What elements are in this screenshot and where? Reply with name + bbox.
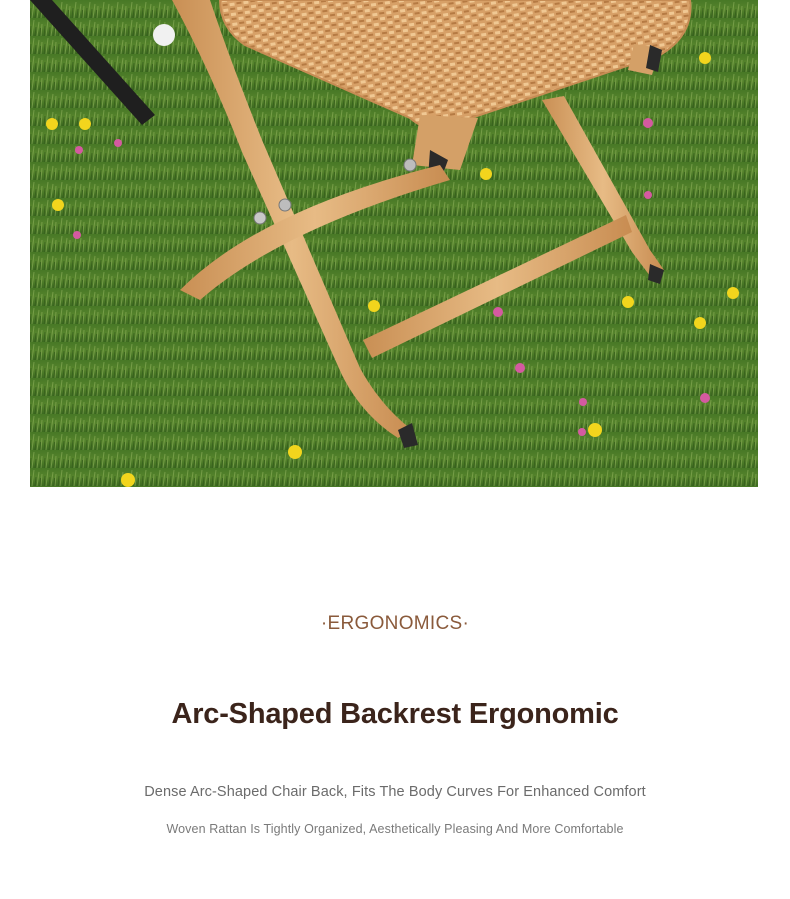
- product-hero-image: [30, 0, 758, 487]
- section-headline: Arc-Shaped Backrest Ergonomic: [171, 698, 619, 730]
- section-description: Woven Rattan Is Tightly Organized, Aesthetically Pleasing And More Comfortable: [166, 822, 624, 836]
- ergonomics-section: [0, 487, 790, 899]
- chair-on-grass-illustration: [30, 0, 758, 487]
- section-subtitle: Dense Arc-Shaped Chair Back, Fits The Body Curves For Enhanced Comfort: [144, 784, 646, 800]
- section-eyebrow: ·ERGONOMICS·: [320, 613, 470, 634]
